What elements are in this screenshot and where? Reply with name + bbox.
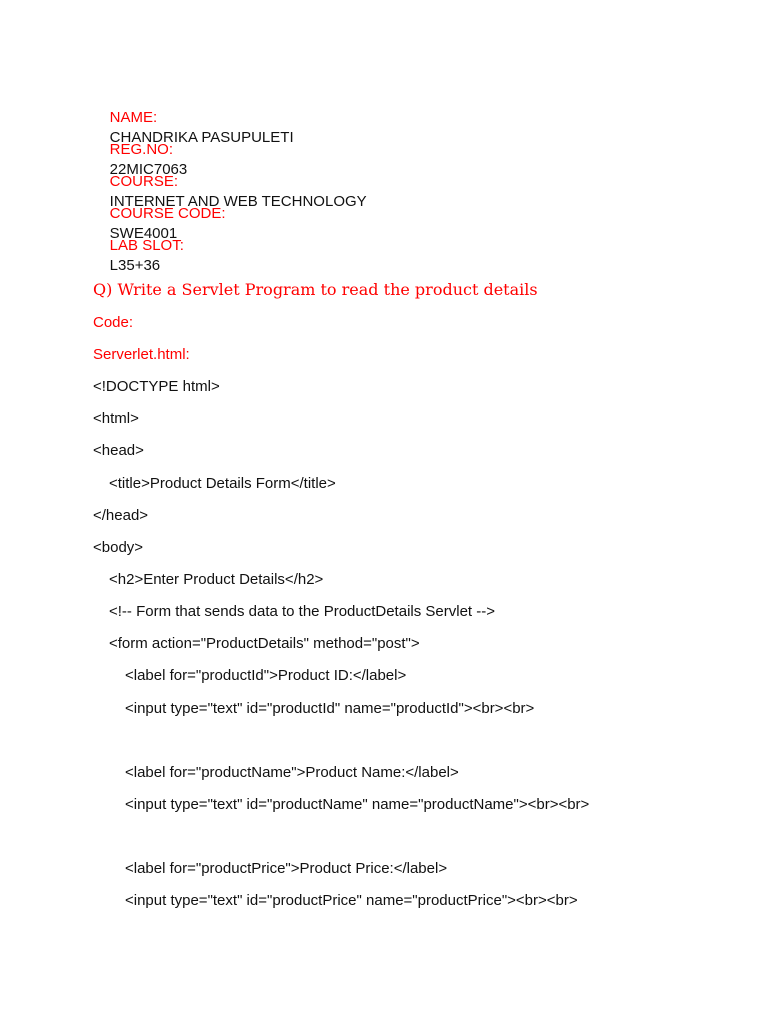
code-line: <h2>Enter Product Details</h2> [109,571,324,588]
question-text: Q) Write a Servlet Program to read the product details [93,280,538,299]
code-line: <html> [93,410,139,427]
code-line: <form action="ProductDetails" method="post"> [109,635,420,652]
name-value: CHANDRIKA PASUPULETI [109,129,294,146]
code-line: <input type="text" id="productPrice" name="productPrice"><br><br> [125,892,578,909]
code-line: <input type="text" id="productId" name="productId"><br><br> [125,700,535,717]
code-line: </head> [93,507,149,524]
code-heading: Code: [93,314,134,331]
code-line: <label for="productPrice">Product Price:</label> [125,860,448,877]
code-line: <!DOCTYPE html> [93,378,220,395]
code-line: <input type="text" id="productName" name="productName"><br><br> [125,796,590,813]
regno-value: 22MIC7063 [109,161,188,178]
code-line: <head> [93,442,144,459]
name-label: NAME: [109,109,158,126]
course-code-label: COURSE CODE: [109,205,226,222]
code-line: <body> [93,539,144,556]
code-line: <title>Product Details Form</title> [109,475,336,492]
file-name: Serverlet.html: [93,346,190,363]
regno-label: REG.NO: [109,141,174,158]
course-value: INTERNET AND WEB TECHNOLOGY [109,193,367,210]
course-label: COURSE: [109,173,179,190]
lab-slot-label: LAB SLOT: [109,237,184,254]
course-code-value: SWE4001 [109,225,178,242]
code-line: <label for="productId">Product ID:</label> [125,667,407,684]
code-line: <!-- Form that sends data to the ProductDetails Servlet --> [109,603,496,620]
lab-slot-value: L35+36 [109,257,161,274]
code-line: <label for="productName">Product Name:</label> [125,764,459,781]
